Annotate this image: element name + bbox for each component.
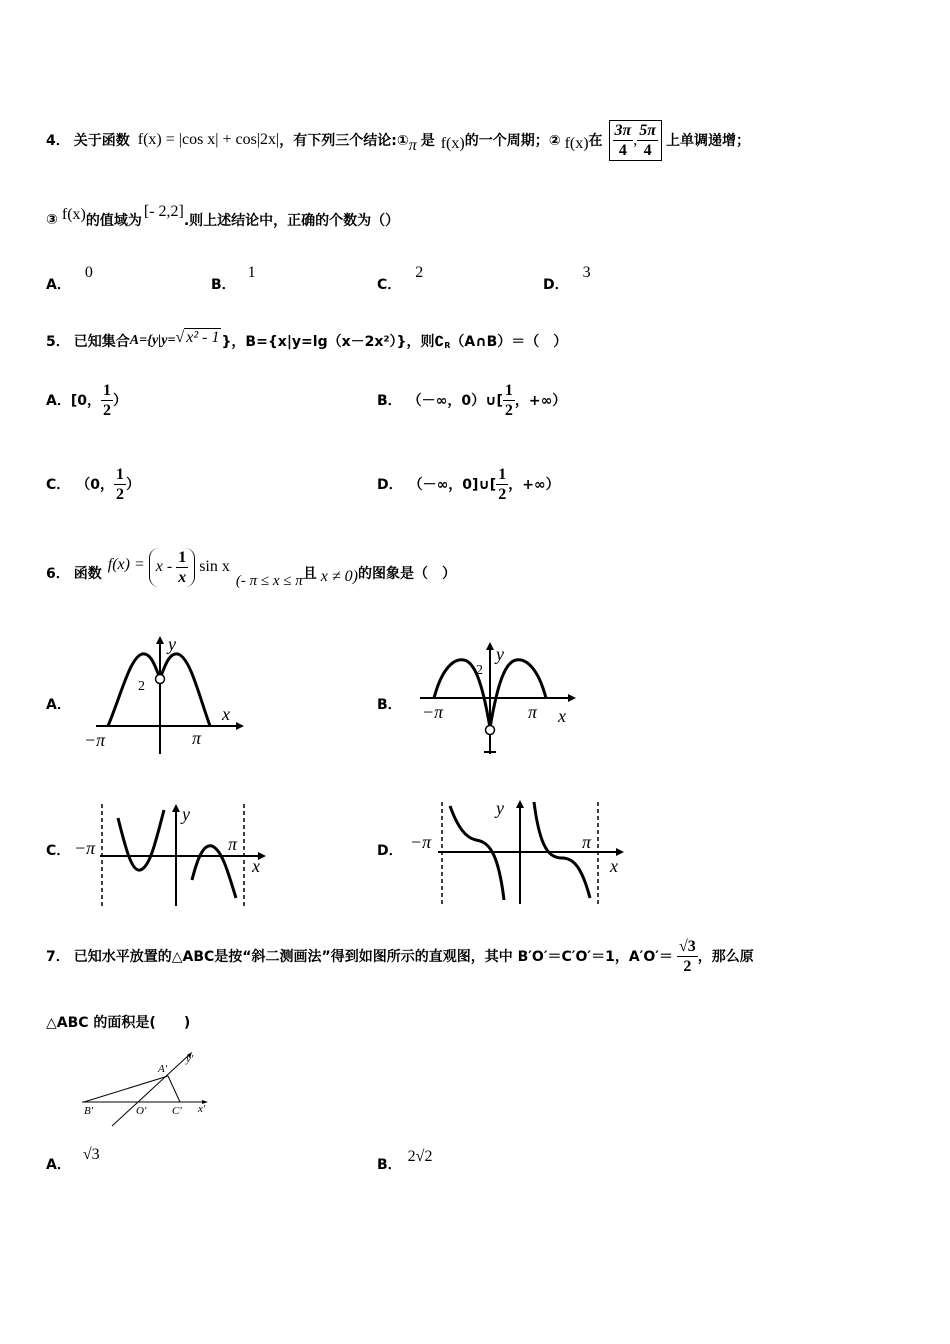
q5-option-a-label: A． xyxy=(46,393,71,409)
q7-figure-label-c: C′ xyxy=(172,1105,182,1117)
q4-line2 xyxy=(46,200,399,240)
q5-option-c-den: 2 xyxy=(116,485,125,503)
q4-option-c-value: 2 xyxy=(415,264,424,281)
q5-option-a-pre: [0， xyxy=(70,393,101,409)
q5-option-b-label: B． xyxy=(377,393,402,409)
q4-mid: ，有下列三个结论:① xyxy=(279,133,409,149)
q4-option-b-value: 1 xyxy=(247,264,256,281)
q7-option-a-label: A． xyxy=(46,1157,71,1173)
q5-option-d-frac xyxy=(496,465,508,504)
q5-option-a[interactable] xyxy=(46,378,127,422)
q6-graph-d-y-arrow xyxy=(516,800,524,808)
q7-figure-side-ba xyxy=(84,1076,168,1102)
q4-in: 在 xyxy=(588,133,603,149)
q7-option-a[interactable] xyxy=(46,1146,100,1174)
q4-option-a[interactable] xyxy=(46,262,93,293)
q6-graph-d[interactable] xyxy=(406,794,632,908)
q6-graph-c[interactable] xyxy=(72,800,272,910)
q4-range-text: 的值域为 xyxy=(85,213,142,229)
q5-option-d-label: D． xyxy=(377,477,403,493)
q6-graph-b-y-arrow xyxy=(486,642,494,650)
q7-figure-label-o: O′ xyxy=(136,1105,147,1117)
q6-frac-num: 1 xyxy=(178,548,187,566)
q4-option-c[interactable] xyxy=(377,262,424,293)
q7-option-b-label: B． xyxy=(377,1157,402,1173)
q6-graph-c-label-x: x xyxy=(252,856,260,876)
q7-frac-den: 2 xyxy=(683,957,692,975)
q6-graph-a-x-arrow xyxy=(236,722,244,730)
q5-option-a-den: 2 xyxy=(102,401,111,419)
q4-option-a-label: A． xyxy=(46,277,71,293)
q6-domain: (- π ≤ x ≤ π xyxy=(235,572,303,589)
q5-sqrt xyxy=(175,328,221,347)
q5-text-a: 已知集合 xyxy=(73,334,130,350)
q6-graph-a-hole xyxy=(156,675,165,684)
q4-interval-left-den: 4 xyxy=(618,141,627,159)
q7-figure-label-x: x′ xyxy=(198,1103,206,1115)
q5-sqrt-content: x² - 1 xyxy=(186,328,220,346)
q6-option-d-label[interactable]: D． xyxy=(377,843,403,859)
q5-set-b: }，B={x|y=lg（x－2x²）}，则∁ xyxy=(221,334,445,350)
q6-graph-d-label-y: y xyxy=(496,798,504,818)
q6-graph-b-label-neg-pi: −π xyxy=(422,702,444,722)
q5-number: 5． xyxy=(46,334,70,350)
q5-tail: （A∩B）＝（ ） xyxy=(450,334,568,350)
q6-graph-b-label-2: 2 xyxy=(476,663,483,678)
q6-graph-c-left-curve xyxy=(118,810,164,870)
q5-option-b[interactable] xyxy=(377,378,566,422)
q5-option-b-den: 2 xyxy=(504,401,513,419)
q4-mono: 上单调递增； xyxy=(666,133,751,149)
q5-option-d-den: 2 xyxy=(498,485,507,503)
q5-option-c-num: 1 xyxy=(116,465,125,483)
q6-frac-den: x xyxy=(178,568,187,586)
q4-number: 4． xyxy=(46,133,70,149)
q5-option-c-frac xyxy=(114,465,126,504)
q5-option-c[interactable] xyxy=(46,462,140,506)
q5-option-b-num: 1 xyxy=(504,381,513,399)
q4-ask: .则上述结论中，正确的个数为（） xyxy=(183,213,400,229)
q5-option-c-post: ） xyxy=(126,477,141,493)
q4-option-d[interactable] xyxy=(543,262,591,293)
q6-graph-a-label-neg-pi: −π xyxy=(84,730,106,750)
q7-tail: ，那么原 xyxy=(697,949,754,965)
q7-number: 7． xyxy=(46,949,70,965)
q7-frac xyxy=(677,937,698,976)
q6-lhs: f(x) = xyxy=(107,556,145,573)
q5-option-a-num: 1 xyxy=(102,381,111,399)
q7-frac-num: √3 xyxy=(678,937,696,955)
q4-option-d-value: 3 xyxy=(582,264,591,281)
q5-option-b-pre: （－∞，0）∪[ xyxy=(407,393,503,409)
q5-option-d[interactable] xyxy=(377,462,560,506)
q6-tail: 的图象是（ ） xyxy=(357,566,456,582)
q5-line xyxy=(46,326,567,356)
q5-sub-r: R xyxy=(444,340,451,350)
q5-option-d-pre: （－∞，0]∪[ xyxy=(408,477,497,493)
q6-paren-expr xyxy=(149,548,195,587)
q5-option-d-post: ，+∞） xyxy=(508,477,560,493)
q6-graph-b-label-x: x xyxy=(558,706,566,726)
q5-option-a-frac xyxy=(101,381,113,420)
q4-period-end: 的一个周期；② xyxy=(464,133,561,149)
q6-cond: x ≠ 0) xyxy=(320,568,358,585)
q4-interval-left-num: 3π xyxy=(614,121,632,139)
q4-function: f(x) = |cos x| + cos|2x| xyxy=(137,131,280,148)
q7-option-a-value: √3 xyxy=(82,1146,100,1163)
q7-figure xyxy=(76,1050,216,1130)
q5-option-a-post: ） xyxy=(112,393,127,409)
q6-sin: sin x xyxy=(199,558,230,575)
q4-option-c-label: C． xyxy=(377,277,402,293)
q4-range: [- 2,2] xyxy=(143,203,184,220)
q6-and: 且 xyxy=(302,566,317,582)
q6-number: 6． xyxy=(46,566,70,582)
q4-option-b-label: B． xyxy=(211,277,236,293)
q4-option-a-value: 0 xyxy=(84,264,93,281)
q6-graph-a-label-pi: π xyxy=(192,728,202,748)
q4-line1 xyxy=(46,118,750,162)
q6-graph-d-label-pi: π xyxy=(582,832,592,852)
q6-graph-a-label-2: 2 xyxy=(138,679,145,694)
q4-interval-right-num: 5π xyxy=(639,121,657,139)
q6-x-minus: x - xyxy=(155,558,173,575)
q6-graph-d-label-x: x xyxy=(610,856,618,876)
q6-graph-b-label-y: y xyxy=(496,644,504,664)
q7-option-b-value: 2√2 xyxy=(407,1148,433,1165)
q6-graph-a-label-y: y xyxy=(168,634,176,654)
q5-option-b-post: ，+∞） xyxy=(514,393,567,409)
q6-graph-a-y-arrow xyxy=(156,636,164,644)
q6-graph-b-label-pi: π xyxy=(528,702,538,722)
q6-option-c-label[interactable]: C． xyxy=(46,843,71,859)
q4-fx-3: f(x) xyxy=(61,206,86,223)
q5-set-a: A={y|y= xyxy=(129,333,176,348)
q4-interval-right-den: 4 xyxy=(643,141,652,159)
q6-graph-d-label-neg-pi: −π xyxy=(410,832,432,852)
q6-graph-a-label-x: x xyxy=(222,704,230,724)
q4-intro: 关于函数 xyxy=(73,133,130,149)
q4-fx-2: f(x) xyxy=(564,135,589,152)
q4-c3-prefix: ③ xyxy=(46,212,58,228)
q7-figure-side-ac xyxy=(168,1076,180,1102)
q5-option-c-label: C． xyxy=(46,477,71,493)
q7-line2: △ABC 的面积是( ) xyxy=(46,1015,191,1031)
q6-graph-c-y-arrow xyxy=(172,804,180,812)
q5-option-c-pre: （0， xyxy=(76,477,115,493)
q6-option-b-label[interactable]: B． xyxy=(377,697,402,713)
q6-graph-c-label-pi: π xyxy=(228,834,238,854)
q5-option-b-frac xyxy=(503,381,515,420)
q6-frac xyxy=(176,548,188,587)
q6-graph-b-x-arrow xyxy=(568,694,576,702)
q6-graph-c-label-neg-pi: −π xyxy=(74,838,96,858)
q6-intro: 函数 xyxy=(73,566,102,582)
q7-line1 xyxy=(46,930,754,982)
q4-is: 是 xyxy=(420,133,435,149)
q6-graph-d-x-arrow xyxy=(616,848,624,856)
q6-graph-b[interactable] xyxy=(408,638,583,758)
q4-fx: f(x) xyxy=(440,135,465,152)
q6-graph-a[interactable] xyxy=(78,634,248,760)
q6-graph-c-label-y: y xyxy=(182,804,190,824)
q6-graph-b-hole xyxy=(486,726,495,735)
q7-figure-label-y: y′ xyxy=(186,1053,194,1065)
q5-sqrt-sign: √ xyxy=(175,328,185,346)
q7-figure-label-a: A′ xyxy=(158,1063,168,1075)
q4-interval: $\frac{3\pi}{4}$ , $\frac{5\pi}{4}$ xyxy=(609,120,662,161)
q6-line xyxy=(46,546,456,600)
q7-option-b[interactable] xyxy=(377,1148,433,1174)
q4-period: π xyxy=(408,137,417,154)
q7-figure-label-b: B′ xyxy=(84,1105,94,1117)
q7-text: 已知水平放置的△ABC是按“斜二测画法”得到如图所示的直观图，其中 B′O′＝C′O′＝1，A′O′＝ xyxy=(73,949,673,965)
q4-option-d-label: D． xyxy=(543,277,569,293)
q4-option-b[interactable] xyxy=(211,262,256,293)
q5-option-d-num: 1 xyxy=(498,465,507,483)
q6-option-a-label[interactable]: A． xyxy=(46,697,71,713)
